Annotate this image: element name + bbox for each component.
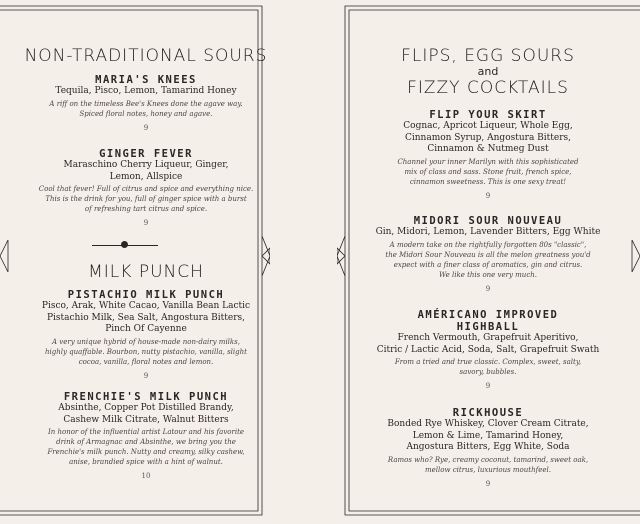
drink-price: 9: [485, 191, 491, 200]
drink-ingredients: Maraschino Cherry Liqueur, Ginger, Lemon, Allspice: [63, 160, 229, 182]
drink-name: FRENCHIE'S MILK PUNCH: [63, 391, 229, 403]
drink-description: Cool that fever! Full of citrus and spice and everything nice. This is the drink for you, full of ginger spice with a burst of refreshing tart citrus and spice.: [38, 185, 254, 213]
section-title-connector: and: [477, 65, 499, 78]
section-title-line: FLIPS, EGG SOURS: [401, 46, 575, 66]
drink-price: 9: [143, 371, 149, 380]
drink-description: A riff on the timeless Bee's Knees done the agave way. Spiced floral notes, honey and agave.: [49, 99, 243, 118]
drink-marias-knees: [22, 74, 270, 133]
right-menu-page: [337, 0, 640, 524]
drink-ingredients: Pisco, Arak, White Cacao, Vanilla Bean Lactic Pistachio Milk, Sea Salt, Angostura Bitters, Pinch Of Cayenne: [41, 301, 251, 334]
drink-price: 10: [141, 472, 151, 480]
drink-flip-your-skirt: [365, 109, 611, 201]
drink-name: MIDORI SOUR NOUVEAU: [413, 215, 563, 227]
drink-name: PISTACHIO MILK PUNCH: [67, 289, 225, 301]
section-title-line: FIZZY COCKTAILS: [407, 78, 569, 98]
drink-description: Ramos who? Rye, creamy coconut, tamarind, sweet oak, mellow citrus, luxurious mouthfeel.: [387, 455, 589, 474]
drink-ginger-fever: [22, 148, 270, 228]
drink-name: MARIA'S KNEES: [95, 74, 197, 86]
drink-ingredients: French Vermouth, Grapefruit Aperitivo, Citric / Lactic Acid, Soda, Salt, Grapefruit Swath: [376, 333, 600, 355]
drink-ingredients: Tequila, Pisco, Lemon, Tamarind Honey: [55, 86, 237, 96]
section-title: NON-TRADITIONAL SOURS: [24, 46, 268, 66]
drink-rickhouse: [365, 407, 611, 489]
drink-ingredients: Gin, Midori, Lemon, Lavender Bitters, Egg White: [375, 227, 601, 237]
section-non-traditional-sours: [22, 46, 270, 66]
drink-description: From a tried and true classic. Complex, sweet, salty, savory, bubbles.: [394, 358, 582, 376]
drink-description: In honor of the influential artist Latour and his favorite drink of Armagnac and Absinthe, we bring you the Frenchie's milk punch. Nutty and creamy, silky cashew, anise, brandied spice with a hint of walnut.: [47, 428, 245, 466]
drink-pistachio-milk-punch: [22, 289, 270, 381]
drink-name: GINGER FEVER: [99, 148, 193, 160]
left-menu-page: [0, 0, 270, 524]
drink-description: A very unique hybrid of house-made non-dairy milks, highly quaffable. Bourbon, nutty pistachio, vanilla, slight cocoa, vanilla, floral notes and lemon.: [45, 337, 247, 366]
section-milk-punch: [22, 262, 270, 282]
drink-description: A modern take on the rightfully forgotten 80s "classic", the Midori Sour Nouveau is all the melon greatness you'd expect with a finer class of aromatics, gin and citrus. We like this one very much.: [385, 240, 591, 279]
drink-price: 9: [143, 219, 149, 227]
drink-price: 9: [485, 284, 491, 293]
drink-ingredients: Absinthe, Copper Pot Distilled Brandy, Cashew Milk Citrate, Walnut Bitters: [58, 403, 234, 425]
section-flips-egg-sours: [365, 46, 611, 98]
drink-frenchies-milk-punch: [22, 391, 270, 481]
drink-description: Channel your inner Marilyn with this sophisticated mix of class and sass. Stone fruit, french spice, cinnamon sweetness. This is one sexy treat!: [397, 157, 579, 186]
section-title: MILK PUNCH: [88, 262, 204, 282]
drink-name: RICKHOUSE: [452, 407, 524, 419]
drink-americano-improved-highball: [365, 309, 611, 391]
section-divider: [92, 241, 158, 249]
drink-price: 9: [485, 382, 491, 390]
drink-ingredients: Bonded Rye Whiskey, Clover Cream Citrate, Lemon & Lime, Tamarind Honey, Angostura Bitters, Egg White, Soda: [387, 419, 589, 452]
drink-name: AMÉRICANO IMPROVED HIGHBALL: [417, 309, 559, 333]
drink-price: 9: [143, 123, 149, 132]
drink-midori-sour-nouveau: [365, 215, 611, 294]
drink-price: 9: [485, 479, 491, 488]
drink-name: FLIP YOUR SKIRT: [429, 109, 547, 121]
drink-ingredients: Cognac, Apricot Liqueur, Whole Egg, Cinnamon Syrup, Angostura Bitters, Cinnamon & Nutmeg Dust: [403, 121, 573, 154]
